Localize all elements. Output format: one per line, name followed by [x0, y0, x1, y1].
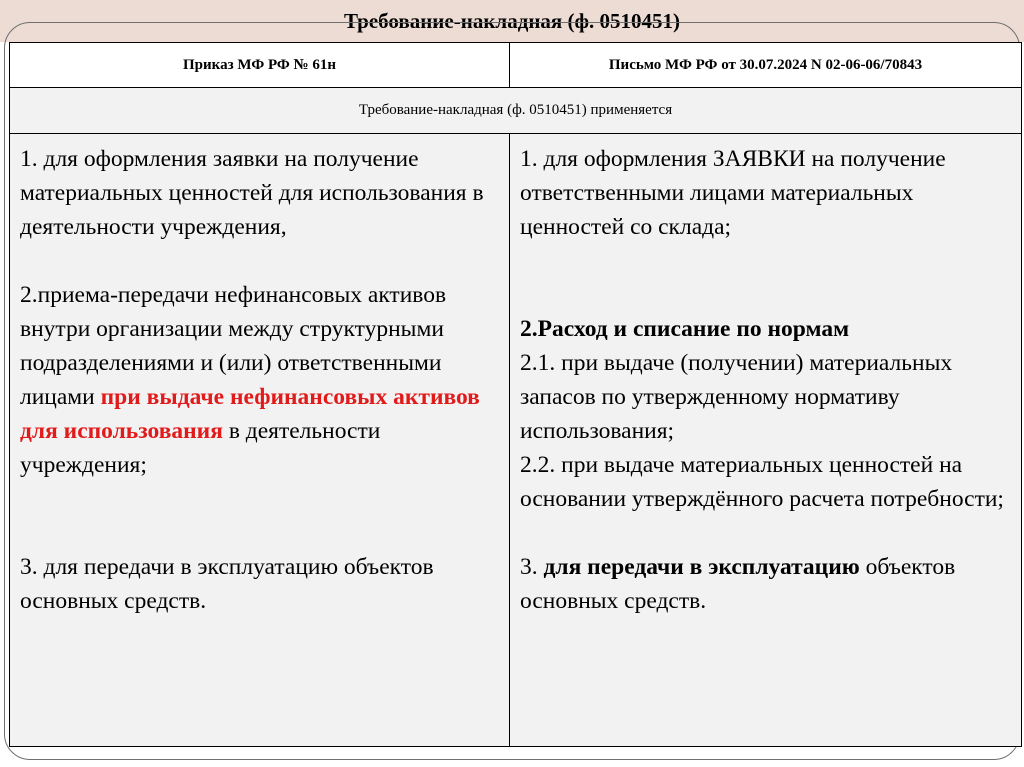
right-item-3-tail: объектов основных средств. [520, 554, 956, 614]
right-item-2-heading-text: 2.Расход и списание по нормам [520, 316, 850, 342]
right-column-cell [510, 134, 1022, 747]
subheader-cell: Требование-накладная (ф. 0510451) применяется [10, 88, 1022, 134]
left-item-1: 1. для оформления заявки на получение материальных ценностей для использования в деятельности учреждения, [20, 146, 484, 240]
right-item-3 [520, 550, 1011, 618]
page-title: Требование-накладная (ф. 0510451) [0, 0, 1024, 42]
comparison-table [9, 42, 1022, 747]
left-column-header: Приказ МФ РФ № 61н [10, 43, 510, 88]
right-item-2-1: 2.1. при выдаче (получении) материальных запасов по утвержденному нормативу использования; [520, 350, 953, 444]
left-item-2-tail: в деятельности учреждения; [20, 418, 381, 478]
right-item-3-bold: для передачи в эксплуатацию [543, 554, 860, 580]
left-item-3: 3. для передачи в эксплуатацию объектов основных средств. [20, 554, 434, 614]
table-subheader-row [10, 88, 1022, 134]
left-column-cell [10, 134, 510, 747]
table-body-row [10, 134, 1022, 747]
right-item-1: 1. для оформления ЗАЯВКИ на получение ответственными лицами материальных ценностей со склада; [520, 146, 946, 240]
right-item-2-2: 2.2. при выдаче материальных ценностей на основании утверждённого расчета потребности; [520, 452, 1004, 512]
right-column-header: Письмо МФ РФ от 30.07.2024 N 02-06-06/70843 [510, 43, 1022, 88]
left-item-2 [20, 278, 499, 482]
right-item-2-heading [520, 312, 1011, 346]
table-header-row [10, 43, 1022, 88]
left-item-2-text: 2.приема-передачи нефинансовых активов внутри организации между структурными подразделениями и (или) ответственными лицами [20, 282, 447, 410]
right-item-3-prefix: 3. [520, 554, 544, 580]
left-item-2-highlight: при выдаче нефинансовых активов для использования [20, 384, 480, 444]
